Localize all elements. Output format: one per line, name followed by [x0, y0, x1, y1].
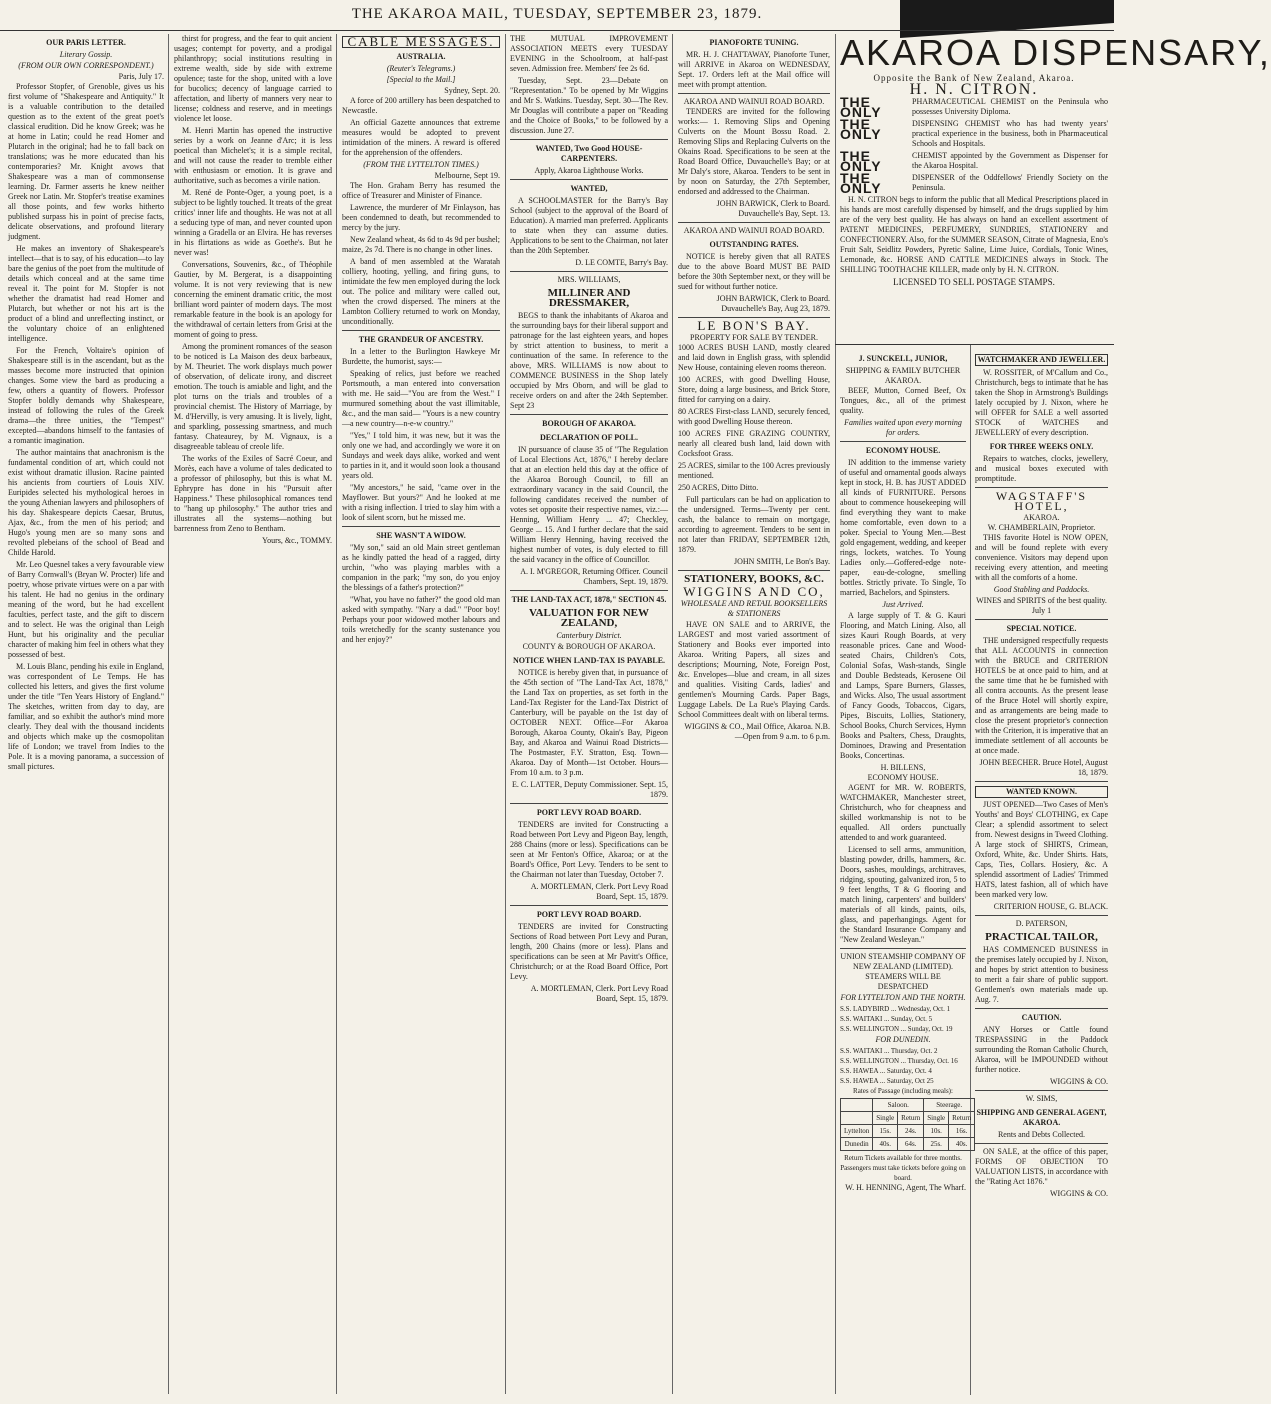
sailing-row: S.S. WAITAKI ... Sunday, Oct. 5	[840, 1015, 933, 1023]
ad-body: Rents and Debts Collected.	[997, 1130, 1086, 1139]
ad-body: IN addition to the immense variety of useful and ornamental goods always kept in stock, H. B. has JUST ADDED all kinds of FURNITURE. Persons about to commence housekeeping will find everything they want to make home comfortable, even down to a poker. Special to Young Men.—Best gold engagement, wedding, and keeper rings, lockets, watches. To Young Ladies only.—Goffered-edge note-paper, eau-de-cologne, smelling bottles. Strictly private. To Single, To married, Bachelors, and Spinsters.	[840, 458, 966, 597]
sailing-row: S.S. WAITAKI ... Thursday, Oct. 2	[840, 1047, 938, 1055]
column-divider	[336, 34, 337, 1394]
fares-note: Passengers must take tickets before going on board.	[840, 1164, 966, 1182]
ad-subtitle: SHIPPING & FAMILY BUTCHER AKAROA.	[845, 366, 961, 385]
table-row	[841, 1138, 975, 1151]
table-cell: 16s.	[949, 1125, 975, 1138]
ad-note: Good Stabling and Paddocks.	[993, 585, 1090, 594]
article-subheading: Literary Gossip.	[59, 50, 113, 59]
masthead	[0, 6, 1114, 28]
ad-body: Full particulars can be had on application to the undersigned. Terms—Twenty per cent. cash, the balance to remain on mortgage, according to agreement. Tenders to be sent in not later than FRIDAY, SEPTEMBER 12th, 1879.	[678, 495, 830, 554]
ad-note: Families waited upon every morning for orders.	[844, 418, 962, 437]
ad-wanted-title: WANTED, Two Good HOUSE-CARPENTERS.	[535, 144, 643, 163]
article-heading: THE GRANDEUR OF ANCESTRY.	[358, 335, 484, 344]
article-paragraph: Speaking of relics, just before we reached Portsmouth, a man entered into conversation with me. He said—"You are from the West." I murmured something about the vast illimitable, &c., and the man said— "Yours is a new country—a new country—n-e-w country."	[342, 369, 500, 428]
article-byline: (FROM OUR OWN CORRESPONDENT.)	[18, 61, 154, 70]
column-divider	[835, 34, 836, 1394]
news-paragraph: An official Gazette announces that extreme measures would be adopted to prevent intimidation of the miners. A reward is offered for the apprehension of the offenders.	[342, 118, 500, 157]
ad-subtitle: WHOLESALE AND RETAIL BOOKSELLERS & STATIONERS	[680, 599, 828, 618]
ad-wanted-body: A SCHOOLMASTER for the Barry's Bay School (subject to the approval of the Board of Education). A married man preferred. Applicants to state when they can assume duties. Applications to be sent to the Chairman, not later than the 20th September.	[510, 196, 668, 255]
only-text: DISPENSING CHEMIST who has had twenty years' practical experience in the business, both in Pharmaceutical Schools and Hospitals.	[912, 119, 1108, 148]
source-line: (FROM THE LYTTELTON TIMES.)	[363, 160, 479, 169]
article-paragraph: The works of the Exiles of Sacré Coeur, and Morès, each have a volume of tales dedicated to a professor of philosophy, but this is what M. Ephrypre has done in his "Pursuit after Happiness." These philosophical romances tend to "hang up philosophy." The author tries and illustrates all the systems—nothing but barrenness from Zeno to Bentham.	[174, 454, 332, 533]
masthead-rule	[0, 30, 1114, 31]
sailing-row: S.S. WELLINGTON ... Sunday, Oct. 19	[840, 1025, 953, 1033]
notice-body: TENDERS are invited for the following works:— 1. Removing Slips and Opening Culverts on the Mount Bossu Road. 2. Removing Slips and Replacing Culverts on the Okains Road. Specifications to be seen at the Road Board Office, Duvauchelle's Bay; or at Mr Daly's store, Akaroa. Tenders to be sent in by noon on Saturday, the 27th September, endorsed and addressed to the Chairman.	[678, 107, 830, 196]
notice-subtitle: OUTSTANDING RATES.	[709, 240, 799, 249]
article-paragraph: In a letter to the Burlington Hawkeye Mr Burdette, the humorist, says:—	[342, 347, 500, 366]
column-6a	[840, 350, 972, 1396]
news-paragraph: A force of 200 artillery has been despatched to Newcastle.	[342, 96, 500, 115]
table-cell: Return	[898, 1112, 924, 1125]
dispensary-body: H. N. CITRON begs to inform the public that all Medical Prescriptions placed in his hands are most carefully dispensed by himself, and the drugs supplied by him are of the very best quality. He has always on hand an excellent assortment of PATENT MEDICINES, PERFUMERY, SUNDRIES, STATIONERY and CONFECTIONERY. Also, for the SUMMER SEASON, Citrate of Magnesia, Eno's Fruit Salt, Seidlitz Powders, Pyretic Saline, Lime Juice, Cordials, Tonic Wines, Lemonade, &c. HORSE AND CATTLE MEDICINES always in Stock. The SHILLING TOOTHACHE KILLER, made only by H. N. CITRON.	[840, 195, 1108, 274]
article-paragraph: The author maintains that anachronism is the fundamental condition of art, which could not exist without dramatic illusion. Racine painted his ancients from courtiers of Louis XIV. Euripides selected his mythological heroes in the young Athenian lawyers and philosophers of his day. Shakespeare depicts Caesar, Brutus, Ajax, &c., from the men of his period; and Hugo's young men are so many sons and revolted plebeians of the school of Bead and Childe Harold.	[8, 448, 164, 557]
news-paragraph: A band of men assembled at the Waratah colliery, hooting, yelling, and firing guns, to intimidate the few men employed during the lock out. The police and military were called out, when the crowd dispersed. The miners at the Lambton Colliery returned to work on Monday, unconditionally.	[342, 257, 500, 326]
ad-body: BEGS to thank the inhabitants of Akaroa and the surrounding bays for their liberal support and patronage for the last eighteen years, and hopes by strict attention to business, to merit a continuation of the same. In reference to the above, MRS. WILLIAMS is now about to COMMENCE BUSINESS in the Shop lately occupied by Mrs Oborn, and will be glad to receive orders on and after the 24th September. Sept 23	[510, 311, 668, 410]
ad-name: MRS. WILLIAMS,	[557, 275, 621, 284]
table-cell: 64s.	[898, 1138, 924, 1151]
table-cell: Saloon.	[873, 1099, 924, 1112]
section-heading: CABLE MESSAGES.	[342, 36, 500, 48]
column-paris-letter	[8, 34, 164, 1396]
article-heading: SHE WASN'T A WIDOW.	[376, 531, 466, 540]
fares-title: Rates of Passage (including meals):	[853, 1087, 953, 1095]
notice-subtitle: COUNTY & BOROUGH OF AKAROA.	[522, 642, 656, 651]
ad-subtitle: Just Arrived.	[882, 600, 924, 609]
ad-title: WANTED KNOWN.	[975, 786, 1108, 798]
dispensary-address: Opposite the Bank of New Zealand, Akaroa.	[873, 73, 1075, 83]
notice-signature: JOHN BARWICK, Clerk to Board. Duvauchelle's Bay, Sept. 13.	[716, 199, 830, 218]
ad-body: THIS favorite Hotel is NOW OPEN, and will be found replete with every convenience. Visitors may depend upon receiving every attention, and meeting with all the comforts of a home.	[975, 533, 1108, 582]
column-advertisements	[678, 34, 830, 1396]
table-cell: Dunedin	[841, 1138, 873, 1151]
notice-title: AKAROA AND WAINUI ROAD BOARD.	[683, 226, 825, 235]
ad-title: PRACTICAL TAILOR,	[985, 931, 1098, 943]
ad-signature: H. BILLENS,	[880, 763, 926, 772]
ad-title: CAUTION.	[1021, 1013, 1062, 1022]
property-item: 100 ACRES, with good Dwelling House, Store, doing a large business, and Brick Store, fitted for carrying on a dairy.	[678, 375, 830, 404]
notice-title: THE LAND-TAX ACT, 1878," SECTION 45.	[511, 595, 667, 604]
only-text: PHARMACEUTICAL CHEMIST on the Peninsula who possesses University Diploma.	[912, 97, 1108, 116]
ad-body: MR. H. J. CHATTAWAY, Pianoforte Tuner, will ARRIVE in Akaroa on WEDNESDAY, Sept. 17. Orders left at the Mail office will meet with prompt attention.	[678, 50, 830, 89]
ad-name: D. PATERSON,	[1015, 919, 1068, 928]
ad-body: HAVE ON SALE and to ARRIVE, the LARGEST and most varied assortment of Stationery and Books ever imported into Akaroa. Writing Papers, all sizes and descriptions; Mourning, Note, Foreign Post, &c. Envelopes—blue and cream, in all sizes and qualities. Visiting Cards, ladies' and gentlemen's Mourning Cards. Paper Bags, Luggage Labels. De La Rue's Playing Cards. School Committees dealt with on liberal terms.	[678, 620, 830, 719]
column-6b	[975, 350, 1108, 1396]
notice-signature: A. I. M'GREGOR, Returning Officer. Council Chambers, Sept. 19, 1879.	[520, 567, 668, 586]
ad-dispensary	[840, 32, 1271, 340]
dispensary-owner: H. N. CITRON.	[909, 81, 1039, 98]
article-paragraph: M. René de Ponte-Oger, a young poet, is a subject to be lightly touched. It treats of the great critics' inner life and thoughts. He was not at all a seducing type of man, and never counted upon winning a Gradella or an Elvira. He has reverses in his flirtations as wide as Goethe's. But he never was!	[174, 188, 332, 257]
article-heading: OUR PARIS LETTER.	[46, 38, 126, 47]
news-paragraph: New Zealand wheat, 4s 6d to 4s 9d per bushel; maize, 2s 7d. There is no change in other lines.	[342, 235, 500, 254]
article-paragraph: M. Henri Martin has opened the instructive series by a work on Jeanne d'Arc; it is less poetical than Michelet's; it is a simple recital, and will not cause the reader to tremble either with enthusiasm or emotion. It is grave and authoritative, such as becomes a virile nation.	[174, 126, 332, 185]
only-label: THE ONLY	[840, 116, 882, 142]
notice-title: PORT LEVY ROAD BOARD.	[536, 910, 642, 919]
ad-signature: JOHN SMITH, Le Bon's Bay.	[733, 557, 830, 566]
shipping-subtitle: STEAMERS WILL BE DESPATCHED	[865, 972, 941, 991]
dispensary-title: AKAROA DISPENSARY,	[840, 32, 1271, 73]
shipping-route: FOR LYTTELTON AND THE NORTH.	[840, 993, 966, 1002]
sailing-row: S.S. LADYBIRD ... Wednesday, Oct. 1	[840, 1005, 951, 1013]
notice-subtitle: Canterbury District.	[556, 631, 622, 640]
table-cell	[841, 1099, 873, 1112]
notice-body: TENDERS are invited for Constructing Sections of Road between Port Levy and Puran, length, 200 Chains (more or less). Plans and specifications can be seen at Mr Pavitt's Office, Christchurch; or at the Road Board Office, Port Levy.	[510, 922, 668, 981]
column-paris-letter-cont	[174, 34, 332, 1396]
notice-subtitle: NOTICE WHEN LAND-TAX IS PAYABLE.	[512, 656, 666, 665]
column-cable-messages	[342, 34, 500, 1396]
source-line: (Reuter's Telegrams.)	[386, 64, 456, 73]
sailing-row: S.S. HAWEA ... Saturday, Oct. 4	[840, 1067, 932, 1075]
ad-body: THE undersigned respectfully requests that ALL ACCOUNTS in connection with the BRUCE and CRITERION HOTELS be at once paid to him, and at the same time that he be furnished with all contra accounts. As the present lease of the Bruce Hotel will shortly expire, and as arrangements are being made to close the present proprietor's connection with the Criterion, it is imperative that an immediate settlement of all accounts be at once made.	[975, 636, 1108, 755]
section-rule	[835, 344, 1114, 345]
only-row	[840, 148, 1108, 174]
only-row	[840, 94, 1108, 120]
ad-subtitle: AKAROA.	[1023, 513, 1060, 522]
table-cell	[841, 1112, 873, 1125]
article-paragraph: "My ancestors," he said, "came over in the Mayflower. But yours?" And he looked at me with a rising inflection. I tried to slay him with a look of silent scorn, but he missed me.	[342, 483, 500, 522]
ad-signature: W. H. HENNING, Agent, The Wharf.	[845, 1183, 966, 1192]
special-line: [Special to the Mail.]	[386, 75, 456, 84]
property-item: 100 ACRES FINE GRAZING COUNTRY, nearly all cleared bush land, laid down with Cocksfoot Grass.	[678, 429, 830, 458]
column-notices	[510, 34, 668, 1396]
table-cell: 40s.	[949, 1138, 975, 1151]
dateline: Sydney, Sept. 20.	[444, 86, 500, 95]
ad-body: HAS COMMENCED BUSINESS in the premises lately occupied by J. Nixon, and hopes by strict attention to business to merit a fair share of public support. Gentlemen's own materials made up. Aug. 7.	[975, 945, 1108, 1004]
only-label: THE ONLY	[840, 170, 882, 196]
ad-title: SHIPPING AND GENERAL AGENT, AKAROA.	[976, 1108, 1107, 1127]
ad-subtitle: W. CHAMBERLAIN, Proprietor.	[987, 523, 1096, 532]
masthead-title: THE AKAROA MAIL, TUESDAY, SEPTEMBER 23, 1879.	[351, 6, 763, 22]
ad-title: MILLINER AND DRESSMAKER,	[547, 287, 631, 309]
property-item: 80 ACRES First-class LAND, securely fenced, with good Dwelling House thereon.	[678, 407, 830, 426]
postage-line: LICENSED TO SELL POSTAGE STAMPS.	[893, 277, 1055, 287]
article-paragraph: For the French, Voltaire's opinion of Shakespeare still is in the ascendant, but as the masses become more instructed that opinion changes. Some view the bard as producing a few, others a quantity of flowers. Professor Stopfer boldly demands why Shakespeare, instead of following the rules of the Greek drama—the three unities, the "Tempest" excepted—abandons himself to the fantasies of a romantic imagination.	[8, 346, 164, 445]
ad-mutual-title: THE MUTUAL IMPROVEMENT ASSOCIATION MEETS every TUESDAY EVENING in the Schoolroom, at half-past seven. Admission free. Members' fee 2s 6d.	[510, 34, 668, 73]
article-paragraph: "My son," said an old Main street gentleman as he kindly patted the head of a ragged, dirty urchin, "who was playing marbles with a companion in the park; "my son, do you enjoy the blessings of a father's protection?"	[342, 543, 500, 592]
only-row	[840, 170, 1108, 196]
article-paragraph: Among the prominent romances of the season to be noticed is La Maison des deux barbeaux, by M. Theuriet. The work displays much power of observation, of delicate irony, and discreet emotion. The touch is amiable and light, and the plot turns on the trials and troubles of a provincial chemist. The History of Marriage, by M. d'Hervilly, is very amusing. It is lively, light, and sparkling, possessing smartness, and much fantasy. Chateaurey, by M. Vignaux, is a disagreeable tableau of creole life.	[174, 342, 332, 451]
news-paragraph: The Hon. Graham Berry has resumed the office of Treasurer and Minister of Finance.	[342, 181, 500, 200]
ad-wanted-body: Apply, Akaroa Lighthouse Works.	[534, 166, 644, 175]
ad-highlight: FOR THREE WEEKS ONLY.	[989, 442, 1094, 451]
column-divider	[168, 34, 169, 1394]
column-divider	[672, 34, 673, 1394]
ad-mutual-body: Tuesday, Sept. 23—Debate on "Representation." To be opened by Mr Wiggins and Mr S. Watkins. Tuesday, Sept. 30—The Rev. Mr Douglas will contribute a paper on "Reading and the Choice of Books," to be followed by a discussion. June 27.	[510, 76, 668, 135]
ad-body: Repairs to watches, clocks, jewellery, and musical boxes executed with promptitude.	[975, 454, 1108, 483]
article-paragraph: "Yes," I told him, it was new, but it was the only one we had, and accordingly we wore it on Sundays and week days alike, worked and went to parties in it, and it would soon look a thousand years old.	[342, 431, 500, 480]
column-divider	[970, 345, 971, 1395]
table-cell: Lyttelton	[841, 1125, 873, 1138]
only-text: CHEMIST appointed by the Government as Dispenser for the Akaroa Hospital.	[912, 151, 1108, 170]
article-paragraph: Conversations, Souvenirs, &c., of Théophile Gautier, by M. Bergerat, is a disappointing volume. It is not very reviewing that is new concerning the eminent dramatic critic, the most brilliant word painter of modern days. The most remarkable feature in the book is an apology for the withdrawal of certain letters from Grisi at the moment of going to press.	[174, 260, 332, 339]
only-label: THE ONLY	[840, 148, 882, 174]
ad-signature: WIGGINS & CO.	[1050, 1189, 1108, 1198]
ad-body: ON SALE, at the office of this paper, FORMS OF OBJECTION TO VALUATION LISTS, in accordance with the "Rating Act 1876."	[975, 1147, 1108, 1186]
news-paragraph: Lawrence, the murderer of Mr Finlayson, has been condemned to death, but recommended to mercy by the jury.	[342, 203, 500, 232]
ad-title: PIANOFORTE TUNING.	[709, 38, 799, 47]
notice-title: PORT LEVY ROAD BOARD.	[536, 808, 642, 817]
ad-body: W. ROSSITER, of M'Callum and Co., Christchurch, begs to intimate that he has taken the Shop in Armstrong's Buildings lately occupied by J. Nixon, where he will OFFER for SALE a well assorted STOCK of WATCHES and JEWELLERY of every description.	[975, 368, 1108, 437]
ad-body: ANY Horses or Cattle found TRESPASSING in the Paddock surrounding the Roman Catholic Church, Akaroa, will be IMPOUNDED without further notice.	[975, 1025, 1108, 1074]
property-item: 1000 ACRES BUSH LAND, mostly cleared and laid down in English grass, with splendid New House, containing eleven rooms thereon.	[678, 343, 830, 372]
fares-note: Return Tickets available for three months.	[844, 1154, 962, 1162]
table-row	[841, 1112, 975, 1125]
dateline: Melbourne, Sept 19.	[434, 171, 500, 180]
table-cell: Return	[949, 1112, 975, 1125]
ad-body: AGENT for MR. W. ROBERTS, WATCHMAKER, Manchester street, Christchurch, who for cheapness and skilled workmanship is not to be equalled. All orders punctually attended to and work guaranteed.	[840, 783, 966, 842]
ad-title: J. SUNCKELL, JUNIOR,	[858, 354, 948, 363]
ad-title: WIGGINS AND CO,	[683, 584, 825, 599]
notice-body: NOTICE is hereby given that, in pursuance of the 45th section of "The Land-Tax Act, 1878," the Land Tax on properties, as set forth in the Land-Tax Register for the Land-Tax District of Canterbury, will be payable on the 1st day of OCTOBER NEXT. Office—For Akaroa Borough, Akaroa County, Okain's Bay, Pigeon Bay, and Akaroa and Wainui Road Districts—The Postmaster, F.Y. Stratton, Esq. Town—Akaroa. Day of Month—1st October. Hours—From 10 a.m. to 3 p.m.	[510, 668, 668, 777]
shipping-route: FOR DUNEDIN.	[875, 1035, 931, 1044]
ad-note: WINES and SPIRITS of the best quality. July 1	[976, 596, 1107, 615]
table-cell: 10s.	[924, 1125, 949, 1138]
property-item: 250 ACRES, Ditto Ditto.	[678, 483, 759, 492]
only-text: DISPENSER of the Oddfellows' Friendly Society on the Peninsula.	[912, 173, 1108, 192]
table-cell: Single	[873, 1112, 898, 1125]
notice-signature: JOHN BARWICK, Clerk to Board. Duvauchelle's Bay, Aug 23, 1879.	[716, 294, 830, 313]
article-paragraph: Mr. Leo Quesnel takes a very favourable view of Barry Cornwall's (Bryan W. Procter) life and poetry, whose private virtues were on a par with his talent. He had no genius in the ordinary meaning of the word, but he had excellent faculties, perfect taste, and the gift to discern and to select. He was the original than Leigh Hunt, but his originality and the peculiar character of making him feel in others what they possessed of best.	[8, 560, 164, 659]
ad-name: W. SIMS,	[1025, 1094, 1058, 1103]
article-paragraph: thirst for progress, and the fear to quit ancient usages; contempt for poverty, and a prodigal philanthropy; social institutions resulting in extreme wealth, side by side with extreme opulence; taste for the shop, united with a love for bucolics; decency of language carried to affectation, and liberty of manners very near to license; coldness and reserve, and in meetings violence let loose.	[174, 34, 332, 123]
article-signature: Yours, &c., TOMMY.	[262, 536, 332, 545]
ad-body: Licensed to sell arms, ammunition, blasting powder, drills, hammers, &c. Doors, sashes, mouldings, architraves, ridging, spouting, galvanized iron, 5 to 9 feet lengths, T & G flooring and match lining, carpenters' and builders' materials of all kinds, paints, oils, glass, and paperhangings. Agent for the Standard Insurance Company and "New Zealand Wesleyan."	[840, 845, 966, 944]
ad-title: WATCHMAKER AND JEWELLER.	[975, 354, 1108, 366]
ad-signature: ECONOMY HOUSE.	[867, 773, 939, 782]
table-cell: 25s.	[924, 1138, 949, 1151]
ad-body: JUST OPENED—Two Cases of Men's Youths' and Boys' CLOTHING, ex Cape Clear; a splendid assortment to select from. Newest designs in Tweed Clothing. A large stock of SHIRTS, Crimean, Oxford, White, &c. Under Shirts. Hats, Caps, Ties, Collars. Hosiery, &c. A splendid assortment of Ladies' Trimmed HATS, latest fashion, all of which have been marked very low.	[975, 800, 1108, 899]
ad-signature: D. LE COMTE, Barry's Bay.	[575, 258, 668, 267]
ad-title: STATIONERY, BOOKS, &C.	[684, 573, 824, 585]
ad-title: WAGSTAFF'S HOTEL,	[995, 489, 1088, 513]
notice-subtitle: DECLARATION OF POLL.	[539, 433, 638, 442]
sailing-row: S.S. WELLINGTON ... Thursday, Oct. 16	[840, 1057, 958, 1065]
notice-body: IN pursuance of clause 35 of "The Regulation of Local Elections Act, 1876," I hereby declare that at an election held this day at the office of the Akaroa Borough Council, to fill an extraordinary vacancy in the said Council, the following candidates received the number of votes set opposite their respective names, viz.:— Henning, William Henry ... 47; Checkley, George ... 15. And I further declare that the said William Henry Henning, having received the highest number of votes, is duly elected to fill the said vacancy in the office of Councillor.	[510, 445, 668, 564]
column-divider	[505, 34, 506, 1394]
ad-title: SPECIAL NOTICE.	[1006, 624, 1077, 633]
article-dateline: Paris, July 17.	[118, 72, 164, 81]
ad-body: A large supply of T. & G. Kauri Flooring, and Match Lining. Also, all sizes Kauri Rough Boards, at very reasonable prices. Cane and Wood-seated Chairs, Children's Cots, Colonial Sofas, Wash-stands, Single and Double Bedsteads, Kerosene Oil and Lamps, Spare Burners, Glasses, and Wicks. Also, The usual assortment of Fancy Goods, Tobaccos, Cigars, Pipes, Biscuits, Lollies, Stationery, School Books, Church Services, Hymn Books and Psalters, Chess, Draughts, Dominoes, Drawing and Presentation Books, Concertinas.	[840, 611, 966, 760]
article-paragraph: M. Louis Blanc, pending his exile in England, was correspondent of Le Temps. He has collected his letters, and gives the first volume under the title "Ten Years History of England." The sketches, written from day to day, are familiar, and so exhibit the author's mind more clearly. They deal with the thousand incidents and objects which make up the cosmopolitan life of London; we travel from Indies to the Pole. It is a moving panorama, a succession of small pictures.	[8, 662, 164, 771]
ad-title: LE BON'S BAY.	[697, 318, 811, 333]
shipping-title: UNION STEAMSHIP COMPANY OF NEW ZEALAND (LIMITED).	[840, 952, 966, 971]
notice-title: VALUATION FOR NEW ZEALAND,	[529, 607, 649, 629]
ad-wanted-title: WANTED,	[570, 184, 608, 193]
section-subheading: AUSTRALIA.	[396, 52, 446, 61]
table-cell: Steerage.	[924, 1099, 975, 1112]
article-paragraph: He makes an inventory of Shakespeare's intellect—that is to say, of his education—to lay bare the genius of the poet from the multitude of details which conceal and at the same time reveal it. The point for M. Stopfer is not whether the dramatist had read Homer and Plutarch, but whether or not his art is the product of a blind and unreflecting instinct, or the voluntary choice of an enlightened intelligence.	[8, 244, 164, 343]
notice-signature: A. MORTLEMAN, Clerk. Port Levy Road Board, Sept. 15, 1879.	[530, 984, 668, 1003]
notice-signature: E. C. LATTER, Deputy Commissioner. Sept. 15, 1879.	[512, 780, 668, 799]
ad-signature: WIGGINS & CO.	[1050, 1077, 1108, 1086]
table-cell: 15s.	[873, 1125, 898, 1138]
article-paragraph: Professor Stopfer, of Grenoble, gives us his first volume of "Shakespeare and Antiquity." It is a valuable contribution to the detailed question as to the extent of the great poet's classical erudition. Did he know Greek; was he at home in Latin; could he read Homer and Plutarch in the original; had he to fall back on translations; was he more educated than his contemporaries? Mr. Knight avows that Shakespeare was a man of commonsense learning. Dr. Farmer asserts he knew neither Greek nor Latin. Mr. Stopfer's treatise examines all those points, and few works hitherto published surpass his in point of precise facts, delicate observations, and profound literary judgment.	[8, 82, 164, 241]
notice-title: AKAROA AND WAINUI ROAD BOARD.	[683, 97, 825, 106]
ad-subtitle: PROPERTY FOR SALE BY TENDER.	[690, 333, 818, 342]
article-paragraph: "What, you have no father?" the good old man asked with sympathy. "Nary a dad." "Poor boy! Perhaps your poor widowed mother labours and toils wretchedly for the scanty sustenance you and her enjoy?"	[342, 595, 500, 644]
ad-signature: JOHN BEECHER. Bruce Hotel, August 18, 1879.	[979, 758, 1108, 777]
only-row	[840, 116, 1108, 149]
table-cell: 24s.	[898, 1125, 924, 1138]
property-item: 25 ACRES, similar to the 100 Acres previously mentioned.	[678, 461, 830, 480]
only-label: THE ONLY	[840, 94, 882, 120]
ad-signature: WIGGINS & CO., Mail Office, Akaroa. N.B.—Open from 9 a.m. to 6 p.m.	[684, 722, 830, 741]
table-row	[841, 1125, 975, 1138]
fares-table	[840, 1098, 975, 1151]
table-cell: Single	[924, 1112, 949, 1125]
ad-body: BEEF, Mutton, Corned Beef, Ox Tongues, &c., all of the primest quality.	[840, 386, 966, 415]
notice-title: BOROUGH OF AKAROA.	[542, 419, 636, 428]
notice-signature: A. MORTLEMAN, Clerk. Port Levy Road Board, Sept. 15, 1879.	[530, 882, 668, 901]
table-row	[841, 1099, 975, 1112]
sailing-row: S.S. HAWEA ... Saturday, Oct 25	[840, 1077, 934, 1085]
ad-title: ECONOMY HOUSE.	[865, 446, 941, 455]
table-cell: 40s.	[873, 1138, 898, 1151]
notice-body: NOTICE is hereby given that all RATES due to the above Board MUST BE PAID before the 30th September next, or they will be sued for without further notice.	[678, 252, 830, 291]
ad-signature: CRITERION HOUSE, G. BLACK.	[993, 902, 1108, 911]
notice-body: TENDERS are invited for Constructing a Road between Port Levy and Pigeon Bay, length, 288 Chains (more or less). Specifications can be seen at Mr Fenton's Office, Akaroa; or at the Board's Office, Port Levy. Tenders to be sent to the Chairman not later than Tuesday, October 7.	[510, 820, 668, 879]
